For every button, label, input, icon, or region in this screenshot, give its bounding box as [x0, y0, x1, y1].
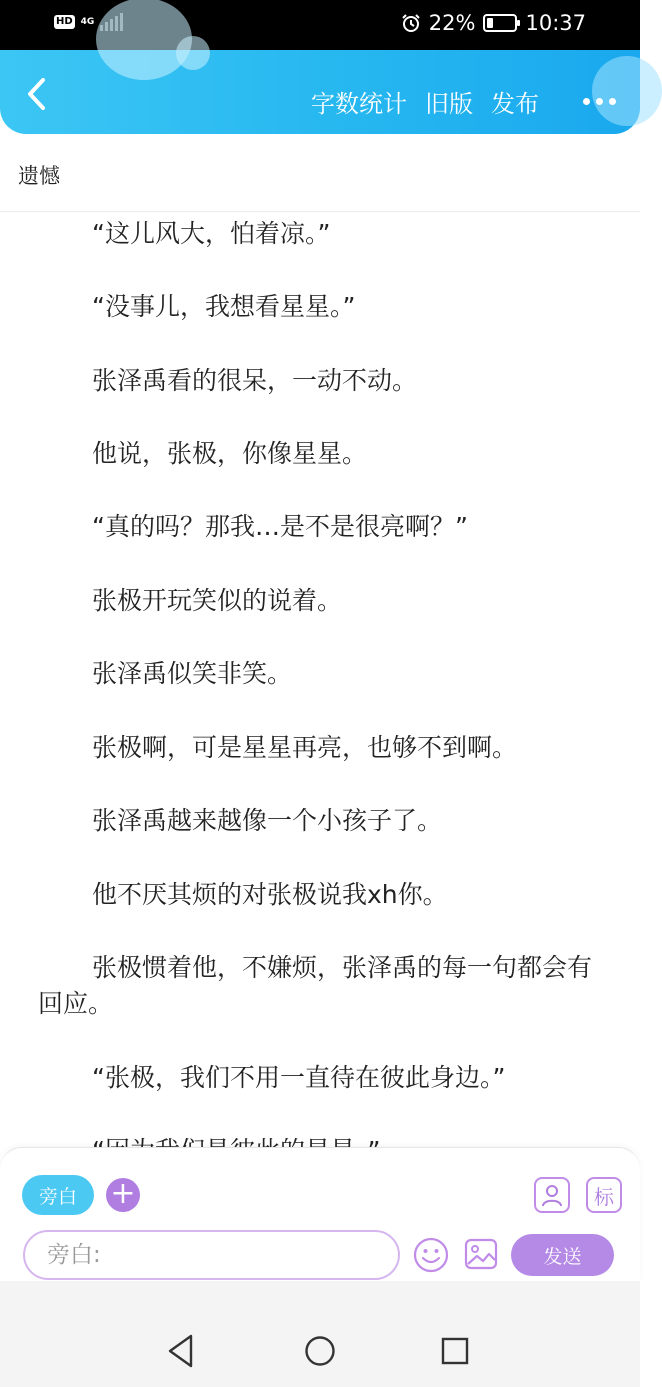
paragraph: 张泽禹似笑非笑。 [92, 659, 293, 688]
send-button[interactable]: 发送 [511, 1234, 614, 1276]
message-input[interactable] [23, 1230, 400, 1280]
back-button[interactable] [16, 74, 56, 114]
network-type: 4G [80, 16, 95, 27]
system-nav-bar [0, 1281, 640, 1387]
status-right [401, 11, 586, 35]
paragraph: “真的吗？那我…是不是很亮啊？” [92, 512, 468, 541]
add-role-button[interactable]: + [106, 1178, 140, 1212]
paragraph: 张泽禹越来越像一个小孩子了。 [92, 806, 443, 835]
paragraph: 他说，张极，你像星星。 [92, 439, 368, 468]
clock: 10:37 [525, 11, 586, 35]
paragraph: 张极开玩笑似的说着。 [92, 586, 343, 615]
battery-icon [483, 14, 517, 32]
nav-home-icon[interactable] [304, 1335, 336, 1367]
emoji-icon[interactable] [412, 1236, 450, 1274]
composer [0, 1147, 640, 1281]
role-chip[interactable]: 旁白 [22, 1175, 94, 1215]
chapter-title[interactable]: 遗憾 [18, 164, 60, 188]
app-header [0, 50, 640, 134]
paragraph: “张极，我们不用一直待在彼此身边。” [92, 1063, 506, 1092]
battery-percent: 22% [428, 11, 476, 35]
story-content[interactable] [0, 212, 640, 1147]
paragraph: 张极惯着他，不嫌烦，张泽禹的每一句都会有回应。 [38, 953, 593, 1018]
more-horizontal-icon[interactable] [583, 98, 616, 105]
alarm-icon [401, 13, 421, 33]
image-icon[interactable] [463, 1236, 499, 1272]
paragraph: 张极啊，可是星星再亮，也够不到啊。 [92, 733, 518, 762]
tag-button[interactable]: 标 [586, 1177, 622, 1213]
word-count-button[interactable]: 字数统计 [311, 90, 407, 118]
decor-bubble [96, 0, 192, 80]
chevron-left-icon [25, 77, 47, 111]
paragraph: “没事儿，我想看星星。” [92, 292, 356, 321]
nav-back-icon[interactable] [166, 1333, 196, 1369]
profile-button[interactable] [534, 1177, 570, 1213]
paragraph: 他不厌其烦的对张极说我xh你。 [92, 880, 448, 909]
paragraph: 张泽禹看的很呆，一动不动。 [92, 366, 418, 395]
battery-level [487, 18, 493, 28]
hd-badge: HD [56, 16, 73, 27]
publish-button[interactable]: 发布 [491, 90, 539, 118]
profile-icon [540, 1182, 564, 1208]
header-actions [311, 84, 616, 119]
old-version-button[interactable]: 旧版 [425, 90, 473, 118]
paragraph: “这儿风大，怕着凉。” [92, 219, 331, 248]
nav-recents-icon[interactable] [441, 1337, 469, 1365]
decor-bubble [176, 36, 210, 70]
